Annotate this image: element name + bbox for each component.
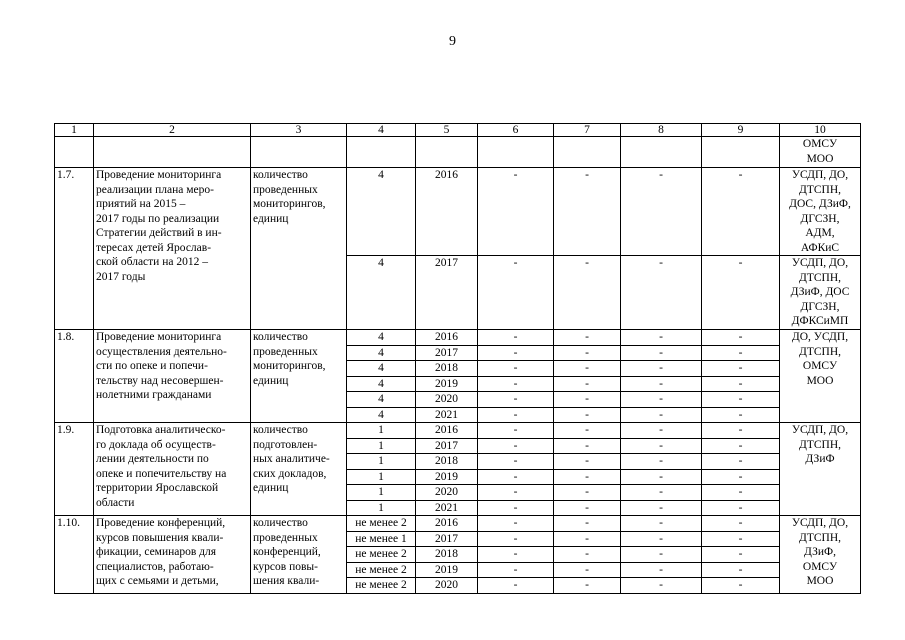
table-cell: -	[621, 392, 702, 408]
year-cell: 2017	[416, 438, 478, 454]
item-number: 1.7.	[55, 168, 94, 330]
table-cell	[478, 137, 554, 168]
table-cell: -	[554, 454, 621, 470]
table-cell: -	[702, 438, 780, 454]
table-cell: -	[621, 407, 702, 423]
table-cell	[416, 137, 478, 168]
table-cell: -	[554, 330, 621, 346]
table-row	[55, 423, 861, 439]
indicator-value: 1	[347, 500, 416, 516]
indicator-value: 4	[347, 256, 416, 330]
table-cell: -	[554, 407, 621, 423]
table-cell: -	[621, 531, 702, 547]
table-cell: -	[554, 578, 621, 594]
table-cell: -	[702, 531, 780, 547]
year-cell: 2019	[416, 562, 478, 578]
indicator-value: не менее 2	[347, 578, 416, 594]
table-cell: -	[478, 392, 554, 408]
indicator-value: 1	[347, 438, 416, 454]
page-number: 9	[449, 34, 456, 49]
table-cell: -	[478, 407, 554, 423]
table-cell: -	[702, 407, 780, 423]
table-row	[55, 516, 861, 532]
table-cell: -	[702, 361, 780, 377]
item-number: 1.8.	[55, 330, 94, 423]
indicator-value: 4	[347, 330, 416, 346]
table-cell: -	[621, 376, 702, 392]
indicator-value: 4	[347, 407, 416, 423]
table-cell: -	[702, 168, 780, 256]
year-cell: 2019	[416, 376, 478, 392]
year-cell: 2020	[416, 392, 478, 408]
table-cell: -	[702, 562, 780, 578]
year-cell: 2018	[416, 454, 478, 470]
year-cell: 2017	[416, 345, 478, 361]
table-cell: -	[702, 500, 780, 516]
table-cell	[55, 137, 94, 168]
table-cell: -	[702, 330, 780, 346]
table-cell: -	[478, 330, 554, 346]
table-cell: -	[702, 454, 780, 470]
header-cell: 10	[780, 124, 861, 137]
table-cell: -	[478, 578, 554, 594]
table-cell: -	[554, 547, 621, 563]
indicator-value: 1	[347, 423, 416, 439]
table-cell: -	[554, 361, 621, 377]
table-cell: -	[554, 256, 621, 330]
year-cell: 2021	[416, 500, 478, 516]
table-cell: -	[702, 392, 780, 408]
table-cell: -	[554, 500, 621, 516]
table-cell: -	[554, 345, 621, 361]
table-cell: -	[478, 438, 554, 454]
table-cell: -	[554, 376, 621, 392]
year-cell: 2016	[416, 330, 478, 346]
indicator-value: не менее 2	[347, 547, 416, 563]
year-cell: 2020	[416, 485, 478, 501]
executors-cell: УСДП, ДО, ДТСПН, ДОС, ДЗиФ, ДГСЗН, АДМ, АФКиС	[780, 168, 861, 256]
table-cell: -	[621, 361, 702, 377]
indicator-name: количество проведенных конференций, курсов повы- шения квали-	[251, 516, 347, 594]
table-cell: -	[478, 376, 554, 392]
table-cell: -	[478, 562, 554, 578]
table-cell: -	[554, 392, 621, 408]
table-cell: -	[621, 500, 702, 516]
table-cell: -	[478, 256, 554, 330]
indicator-value: 4	[347, 376, 416, 392]
table-cell: -	[478, 454, 554, 470]
table-cell: -	[621, 454, 702, 470]
year-cell: 2016	[416, 168, 478, 256]
table-cell: -	[702, 547, 780, 563]
header-cell: 8	[621, 124, 702, 137]
item-number: 1.10.	[55, 516, 94, 594]
header-cell: 9	[702, 124, 780, 137]
table-cell: -	[621, 345, 702, 361]
indicator-value: 4	[347, 392, 416, 408]
table-cell: -	[621, 168, 702, 256]
table-cell: -	[621, 438, 702, 454]
activity-name: Проведение мониторинга реализации плана меро- приятий на 2015 – 2017 годы по реализации Стратегии действий в ин- тересах детей Ярослав- ской области на 2012 – 2017 годы	[94, 168, 251, 330]
activity-name: Подготовка аналитическо- го доклада об осуществ- лении деятельности по опеке и попечительству на территории Ярославской области	[94, 423, 251, 516]
table-cell	[251, 137, 347, 168]
indicator-value: 1	[347, 454, 416, 470]
table-cell: -	[478, 485, 554, 501]
table-cell: -	[702, 423, 780, 439]
table-cell: -	[702, 485, 780, 501]
table-cell: -	[621, 516, 702, 532]
table-cell: -	[702, 578, 780, 594]
executors-cell: УСДП, ДО, ДТСПН, ДЗиФ, ДОС ДГСЗН, ДФКСиМП	[780, 256, 861, 330]
indicator-value: не менее 2	[347, 562, 416, 578]
year-cell: 2017	[416, 531, 478, 547]
table-cell	[347, 137, 416, 168]
header-cell: 4	[347, 124, 416, 137]
year-cell: 2020	[416, 578, 478, 594]
year-cell: 2021	[416, 407, 478, 423]
table-cell: -	[621, 547, 702, 563]
table-row	[55, 168, 861, 256]
executors-cell: УСДП, ДО, ДТСПН, ДЗиФ, ОМСУ МОО	[780, 516, 861, 594]
table-cell: -	[554, 423, 621, 439]
executors-cell: УСДП, ДО, ДТСПН, ДЗиФ	[780, 423, 861, 516]
table-cell: -	[621, 330, 702, 346]
table-cell: -	[702, 345, 780, 361]
indicator-value: не менее 2	[347, 516, 416, 532]
table-cell: -	[702, 516, 780, 532]
table-cell: -	[621, 578, 702, 594]
year-cell: 2016	[416, 516, 478, 532]
indicator-value: 1	[347, 469, 416, 485]
table-cell	[94, 137, 251, 168]
indicator-name: количество проведенных мониторингов, единиц	[251, 168, 347, 330]
table-cell: -	[478, 345, 554, 361]
table-cell: -	[621, 423, 702, 439]
indicator-value: 4	[347, 168, 416, 256]
header-cell: 7	[554, 124, 621, 137]
header-cell: 1	[55, 124, 94, 137]
table-cell: -	[478, 423, 554, 439]
table-cell: -	[478, 469, 554, 485]
table-cell: -	[478, 516, 554, 532]
table-cell: -	[554, 562, 621, 578]
table-cell: -	[554, 168, 621, 256]
header-cell: 3	[251, 124, 347, 137]
table-cell: -	[554, 516, 621, 532]
year-cell: 2018	[416, 361, 478, 377]
year-cell: 2016	[416, 423, 478, 439]
table-cell: -	[554, 531, 621, 547]
continuation-row	[55, 137, 861, 168]
activity-name: Проведение конференций, курсов повышения квали- фикации, семинаров для специалистов, работаю- щих с семьями и детьми,	[94, 516, 251, 594]
executors-cell: ДО, УСДП, ДТСПН, ОМСУ МОО	[780, 330, 861, 423]
indicator-value: 1	[347, 485, 416, 501]
table-cell: -	[702, 256, 780, 330]
table-cell: -	[702, 376, 780, 392]
table-cell: -	[478, 168, 554, 256]
table-cell: -	[621, 485, 702, 501]
table-cell: -	[554, 438, 621, 454]
year-cell: 2019	[416, 469, 478, 485]
item-number: 1.9.	[55, 423, 94, 516]
indicator-name: количество проведенных мониторингов, единиц	[251, 330, 347, 423]
table-cell: -	[702, 469, 780, 485]
header-cell: 6	[478, 124, 554, 137]
table-cell: -	[478, 531, 554, 547]
indicator-name: количество подготовлен- ных аналитиче- ских докладов, единиц	[251, 423, 347, 516]
table-cell	[554, 137, 621, 168]
table-cell: -	[621, 469, 702, 485]
table-cell: -	[478, 500, 554, 516]
year-cell: 2017	[416, 256, 478, 330]
table-cell: -	[554, 469, 621, 485]
year-cell: 2018	[416, 547, 478, 563]
plan-table	[54, 123, 861, 594]
activity-name: Проведение мониторинга осуществления деятельно- сти по опеке и попечи- тельству над несовершен- нолетними гражданами	[94, 330, 251, 423]
header-cell: 5	[416, 124, 478, 137]
table-row	[55, 330, 861, 346]
table-cell: -	[621, 562, 702, 578]
header-cell: 2	[94, 124, 251, 137]
table-cell	[621, 137, 702, 168]
table-cell: -	[478, 361, 554, 377]
header-row	[55, 124, 861, 137]
indicator-value: 4	[347, 345, 416, 361]
table-cell	[702, 137, 780, 168]
indicator-value: 4	[347, 361, 416, 377]
table-cell: -	[554, 485, 621, 501]
table-cell: -	[621, 256, 702, 330]
table-cell: -	[478, 547, 554, 563]
indicator-value: не менее 1	[347, 531, 416, 547]
executors-cell: ОМСУ МОО	[780, 137, 861, 168]
